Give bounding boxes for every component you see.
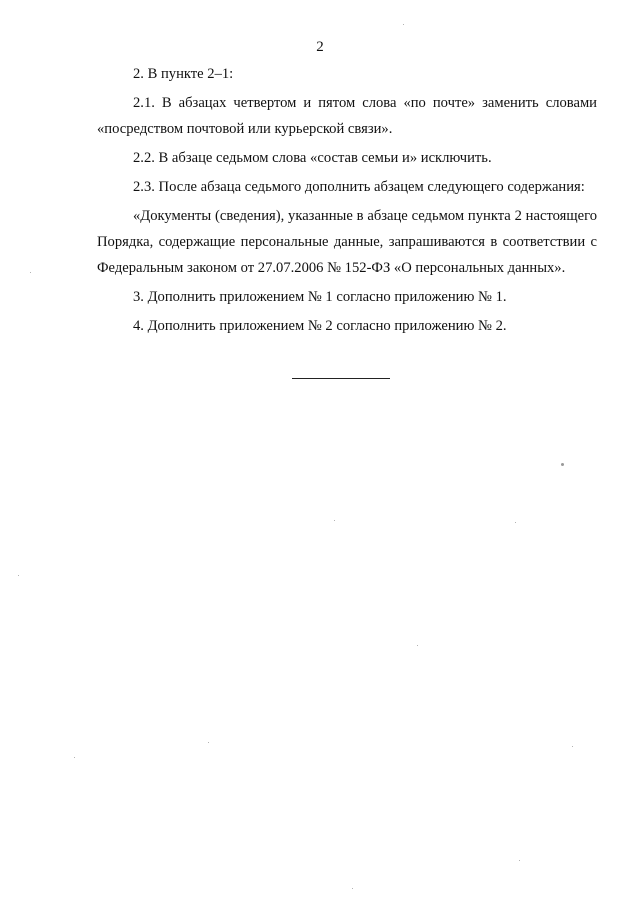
scan-speck: [352, 888, 353, 889]
document-body: [97, 61, 597, 339]
scan-speck: [74, 757, 75, 758]
paragraph-4: 4. Дополнить приложением № 2 согласно приложению № 2.: [133, 318, 507, 334]
paragraph-3: 3. Дополнить приложением № 1 согласно приложению № 1.: [133, 289, 507, 305]
inserted-paragraph-quote: «Документы (сведения), указанные в абзаце седьмом пункта 2 настоящего Порядка, содержащие персональные данные, запрашиваются в соответствии с Федеральным законом от 27.07.2006 № 152-ФЗ «О персональных данных».: [97, 208, 597, 276]
scan-speck: [561, 463, 564, 466]
scan-speck: [403, 24, 404, 25]
scan-speck: [572, 746, 573, 747]
scan-speck: [208, 742, 209, 743]
paragraph-2: 2. В пункте 2–1:: [133, 66, 234, 82]
scan-speck: [515, 522, 516, 523]
page-number: 2: [316, 39, 324, 55]
scan-speck: [18, 575, 19, 576]
scan-speck: [334, 520, 335, 521]
paragraph-2-1: 2.1. В абзацах четвертом и пятом слова «по почте» заменить словами «посредством почтовой или курьерской связи».: [97, 95, 597, 137]
scan-speck: [519, 860, 520, 861]
scan-speck: [417, 645, 418, 646]
scan-speck: [30, 272, 31, 273]
paragraph-2-3: 2.3. После абзаца седьмого дополнить абзацем следующего содержания:: [133, 179, 585, 195]
end-of-text-rule: [292, 378, 390, 379]
paragraph-2-2: 2.2. В абзаце седьмом слова «состав семьи и» исключить.: [133, 150, 492, 166]
